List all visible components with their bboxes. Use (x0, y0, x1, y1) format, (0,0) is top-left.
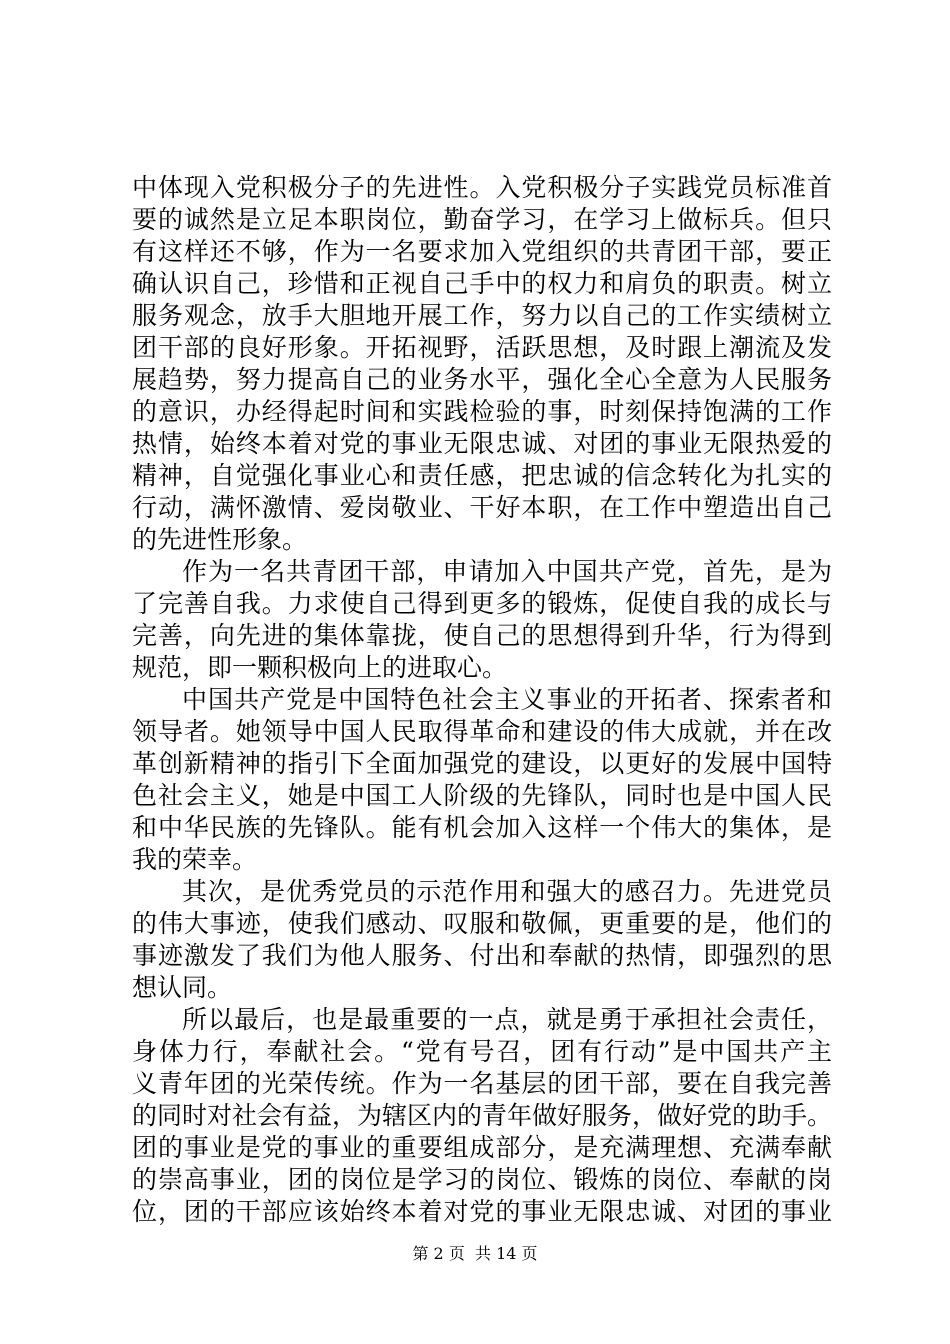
text-line: 服务观念，放手大胆地开展工作，努力以自己的工作实绩树立 (132, 301, 832, 330)
text-line: 所以最后，也是最重要的一点，就是勇于承担社会责任， (182, 1005, 832, 1034)
text-line: 的伟大事迹，使我们感动、叹服和敬佩，更重要的是，他们的 (132, 909, 832, 938)
text-line: 要的诚然是立足本职岗位，勤奋学习，在学习上做标兵。但只 (132, 205, 832, 234)
text-line: 和中华民族的先锋队。能有机会加入这样一个伟大的集体，是 (132, 813, 832, 842)
text-line: 团的事业是党的事业的重要组成部分，是充满理想、充满奉献 (132, 1133, 832, 1162)
page-footer (0, 1244, 950, 1264)
text-line: 作为一名共青团干部，申请加入中国共产党，首先，是为 (182, 557, 832, 586)
text-line: 精神，自觉强化事业心和责任感，把忠诚的信念转化为扎实的 (132, 461, 832, 490)
text-line: 热情，始终本着对党的事业无限忠诚、对团的事业无限热爱的 (132, 429, 832, 458)
text-line: 色社会主义，她是中国工人阶级的先锋队，同时也是中国人民 (132, 781, 832, 810)
text-line: 身体力行，奉献社会。“党有号召，团有行动”是中国共产主 (132, 1037, 832, 1066)
text-line: 的意识，办经得起时间和实践检验的事，时刻保持饱满的工作 (132, 397, 832, 426)
text-line: 确认识自己，珍惜和正视自己手中的权力和肩负的职责。树立 (132, 269, 832, 298)
text-line: 义青年团的光荣传统。作为一名基层的团干部，要在自我完善 (132, 1069, 832, 1098)
text-line: 有这样还不够，作为一名要求加入党组织的共青团干部，要正 (132, 237, 832, 266)
text-line: 其次，是优秀党员的示范作用和强大的感召力。先进党员 (182, 877, 832, 906)
page-number-label: 第 2 页 共 14 页 (412, 1244, 538, 1263)
text-line: 位，团的干部应该始终本着对党的事业无限忠诚、对团的事业 (132, 1197, 832, 1226)
document-body (132, 172, 832, 1228)
text-line: 事迹激发了我们为他人服务、付出和奉献的热情，即强烈的思 (132, 941, 832, 970)
text-line: 了完善自我。力求使自己得到更多的锻炼，促使自我的成长与 (132, 589, 832, 618)
text-line: 我的荣幸。 (132, 845, 258, 874)
text-line: 想认同。 (132, 973, 233, 1002)
text-line: 规范，即一颗积极向上的进取心。 (132, 653, 508, 682)
text-line: 完善，向先进的集体靠拢，使自己的思想得到升华，行为得到 (132, 621, 832, 650)
text-line: 团干部的良好形象。开拓视野，活跃思想，及时跟上潮流及发 (132, 333, 832, 362)
text-line: 展趋势，努力提高自己的业务水平，强化全心全意为人民服务 (132, 365, 832, 394)
text-line: 中国共产党是中国特色社会主义事业的开拓者、探索者和 (182, 685, 832, 714)
text-line: 的崇高事业，团的岗位是学习的岗位、锻炼的岗位、奉献的岗 (132, 1165, 832, 1194)
text-line: 中体现入党积极分子的先进性。入党积极分子实践党员标准首 (132, 173, 832, 202)
text-line: 领导者。她领导中国人民取得革命和建设的伟大成就，并在改 (132, 717, 832, 746)
text-line: 行动，满怀激情、爱岗敬业、干好本职，在工作中塑造出自己 (132, 493, 832, 522)
text-line: 的同时对社会有益，为辖区内的青年做好服务，做好党的助手。 (132, 1101, 833, 1130)
text-line: 的先进性形象。 (132, 525, 308, 554)
text-line: 革创新精神的指引下全面加强党的建设，以更好的发展中国特 (132, 749, 832, 778)
